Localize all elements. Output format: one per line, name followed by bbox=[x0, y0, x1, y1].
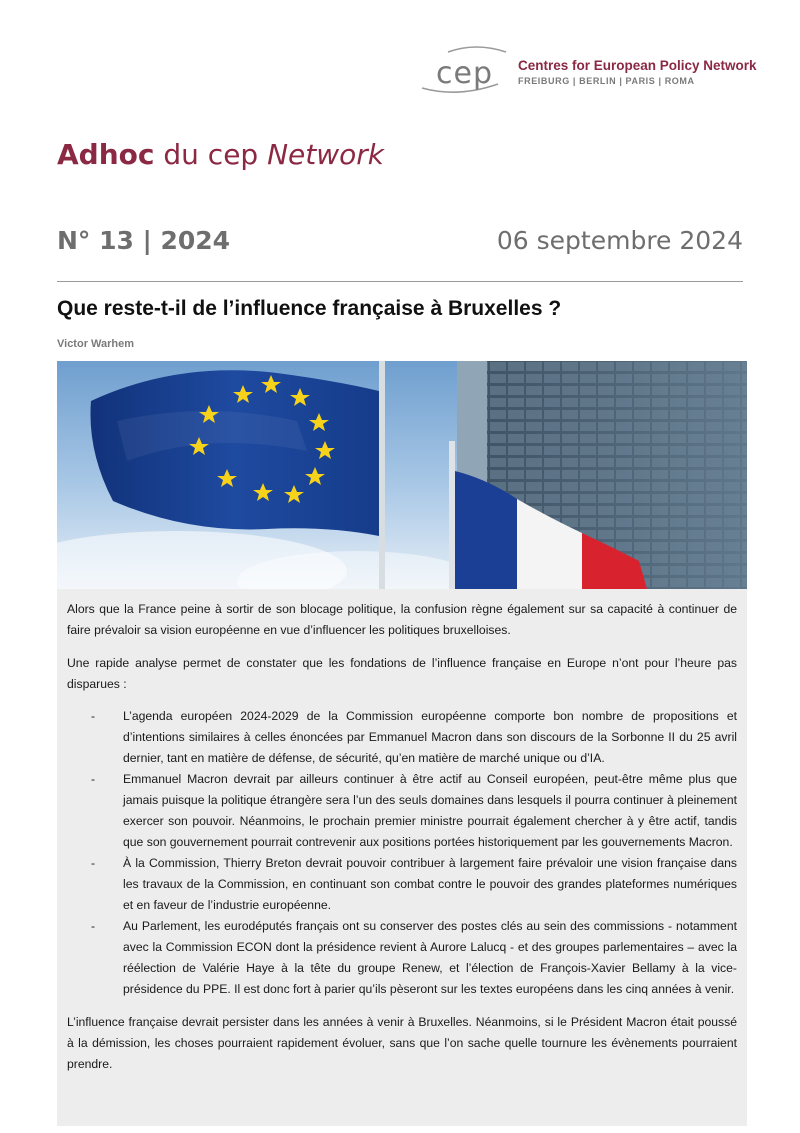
issue-number: N° 13 | 2024 bbox=[57, 226, 231, 255]
series-title bbox=[57, 138, 384, 171]
header-divider bbox=[57, 281, 743, 282]
cep-logo-mark bbox=[418, 42, 518, 98]
list-item bbox=[67, 853, 737, 916]
logo-text bbox=[518, 58, 757, 86]
series-title-network: Network bbox=[267, 138, 385, 171]
bullet-text: Emmanuel Macron devrait par ailleurs continuer à être actif au Conseil européen, peut-être même plus que jamais puisque la politique étrangère sera l’un des seuls domaines dans lesquels il pourra continuer à pleinement exercer son pouvoir. Néanmoins, le prochain premier ministre pourrait également chercher à y être actif, tandis que son gouvernement pourrait contrevenir aux positions portées historiquement par les gouvernements Macron. bbox=[123, 772, 737, 849]
intro-paragraph: Alors que la France peine à sortir de son blocage politique, la confusion règne également sur sa capacité à continuer de faire prévaloir sa vision européenne en vue d’influencer les politiques bruxelloises. bbox=[67, 602, 737, 637]
bullet-text: L’agenda européen 2024-2029 de la Commission européenne comporte bon nombre de propositions et d’intentions similaires à celles énoncées par Emmanuel Macron dans son discours de la Sorbonne II du 25 avril dernier, tant en matière de défense, de sécurité, qu’en matière de marché unique ou d’IA. bbox=[123, 709, 737, 765]
bullet-dash: - bbox=[91, 919, 96, 933]
bullet-dash: - bbox=[91, 709, 96, 723]
conclusion-paragraph: L’influence française devrait persister dans les années à venir à Bruxelles. Néanmoins, si le Président Macron était poussé à la démission, les choses pourraient rapidement évoluer, sans que l’on sache quelle tournure les évènements pourraient prendre. bbox=[67, 1015, 737, 1071]
list-item bbox=[67, 916, 737, 1000]
bullet-dash: - bbox=[91, 856, 96, 870]
eu-and-france-flags-image bbox=[57, 361, 747, 589]
bullet-dash: - bbox=[91, 772, 96, 786]
bullet-list bbox=[67, 706, 737, 1000]
article-title: Que reste-t-il de l’influence française à Bruxelles ? bbox=[57, 297, 562, 320]
issue-date: 06 septembre 2024 bbox=[496, 226, 743, 255]
cep-logo bbox=[418, 42, 768, 98]
list-item bbox=[67, 769, 737, 853]
list-item bbox=[67, 706, 737, 769]
org-cities: FREIBURG | BERLIN | PARIS | ROMA bbox=[518, 76, 695, 86]
article-body bbox=[57, 589, 747, 1126]
org-name: Centres for European Policy Network bbox=[518, 58, 757, 73]
series-title-adhoc: Adhoc bbox=[57, 138, 155, 171]
bullet-text: À la Commission, Thierry Breton devrait pouvoir contribuer à largement faire prévaloir une vision française dans les travaux de la Commission, en continuant son combat contre le pouvoir des grandes plateformes numériques et en faveur de l’industrie européenne. bbox=[123, 856, 737, 912]
series-title-middle: du cep bbox=[154, 138, 268, 171]
bullet-text: Au Parlement, les eurodéputés français ont su conserver des postes clés au sein des commissions - notamment avec la Commission ECON dont la présidence revient à Aurore Lalucq - et des groupes parlementaires – avec la réélection de Valérie Haye à la tête du groupe Renew, et l’élection de François-Xavier Bellamy à la vice-présidence du PPE. Il est donc fort à parier qu’ils pèseront sur les textes européens dans les cinq années à venir. bbox=[123, 919, 737, 996]
article-author: Victor Warhem bbox=[57, 338, 135, 350]
lead-paragraph: Une rapide analyse permet de constater que les fondations de l’influence française en Europe n’ont pour l’heure pas disparues : bbox=[67, 656, 737, 691]
logo-letters: cep bbox=[436, 56, 493, 91]
flags-photo bbox=[57, 361, 747, 589]
